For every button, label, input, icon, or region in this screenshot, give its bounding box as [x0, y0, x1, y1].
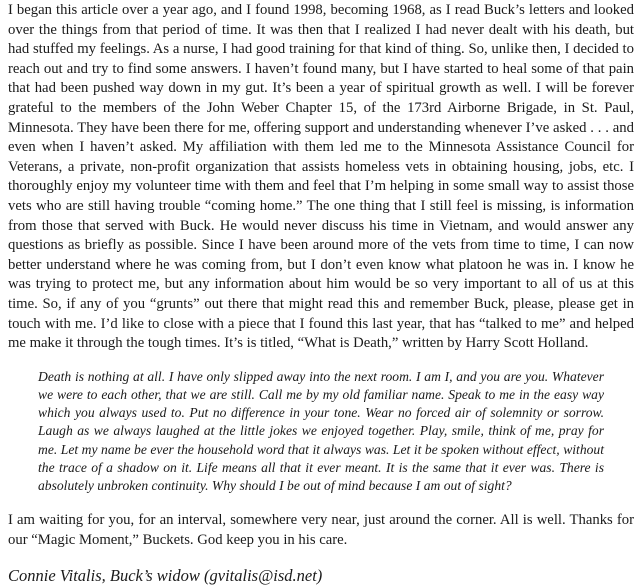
poem-quote: Death is nothing at all. I have only slipped away into the next room. I am I, and you are you. Whatever we were to each other, that we are still. Call me by my old familiar name. Speak to me in the easy way which you always used to. Put no difference in your tone. Wear no forced air of solemnity or sorrow. Laugh as we always laughed at the little jokes we enjoyed together. Play, smile, think of me, pray for me. Let my name be ever the household word that it always was. Let it be spoken without effect, without the trace of a shadow on it. Life means all that it ever meant. It is the same that it ever was. There is absolutely unbroken continuity. Why should I be out of mind because I am out of sight? [38, 368, 604, 493]
author-signature: Connie Vitalis, Buck’s widow (gvitalis@isd.net) [8, 566, 323, 586]
article-body-paragraph: I began this article over a year ago, and I found 1998, becoming 1968, as I read Buck’s letters and looked over the things from that period of time. It was then that I realized I had never dealt with his death, but had stuffed my feelings. As a nurse, I had good training for that kind of thing. So, unlike then, I decided to reach out and try to find some answers. I haven’t found many, but I have started to heal some of that pain that had been pushed way down in my gut. It’s been a year of spiritual growth as well. I will be forever grateful to the members of the John Weber Chapter 15, of the 173rd Airborne Brigade, in St. Paul, Minnesota. They have been there for me, offering support and understanding whenever I’ve asked . . . and even when I haven’t asked. My affiliation with them led me to the Minnesota Assistance Council for Veterans, a private, non-profit organization that assists homeless vets in obtaining housing, jobs, etc. I thoroughly enjoy my volunteer time with them and feel that I’m helping in some small way to assist those vets who are still having trouble “coming home.” The one thing that I still feel is missing, is information from those that served with Buck. He would never discuss his time in Vietnam, and would answer any questions as briefly as possible. Since I have been around more of the vets from time to time, I can now better understand where he was coming from, but I don’t even know what platoon he was in. I know he was trying to protect me, but any information about him would be so very important to all of us at this time. So, if any of you “grunts” out there that might read this and remember Buck, please, please get in touch with me. I’d like to close with a piece that I found this last year, that has “talked to me” and helped me make it through the tough times. It’s is titled, “What is Death,” written by Harry Scott Holland. [8, 2, 634, 352]
closing-paragraph: I am waiting for you, for an interval, somewhere very near, just around the corner. All is well. Thanks for our “Magic Moment,” Buckets. God keep you in his care. [8, 512, 634, 548]
